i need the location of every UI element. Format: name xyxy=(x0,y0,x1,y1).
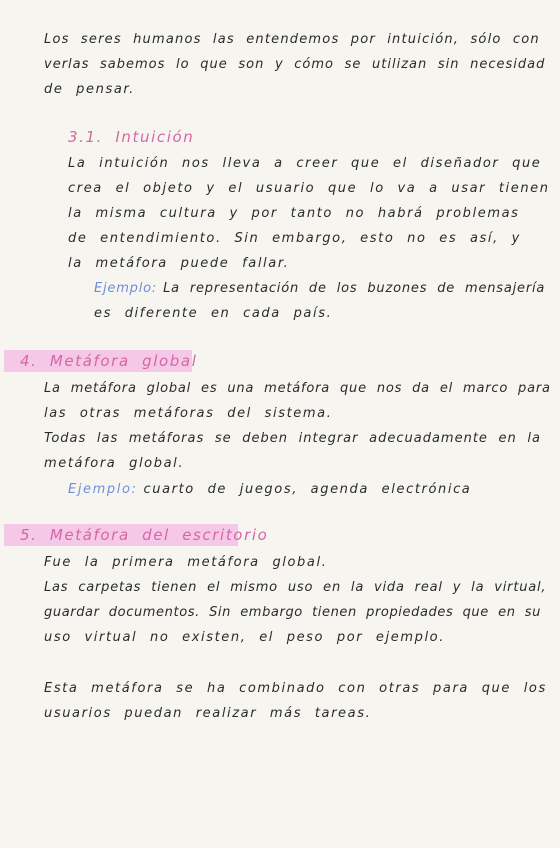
intro-line-1: Los seres humanos las entendemos por intuición, sólo con xyxy=(44,32,540,47)
section-3-1-example-line-2: es diferente en cada país. xyxy=(94,306,333,321)
section-5-highlight xyxy=(4,524,269,546)
section-5-line-4: uso virtual no existen, el peso por ejemplo. xyxy=(44,630,445,645)
section-4-heading: 4. Metáfora global xyxy=(20,352,198,370)
section-3-1-line-3: la misma cultura y por tanto no habrá problemas xyxy=(68,206,520,221)
example-text: cuarto de juegos, agenda electrónica xyxy=(143,482,472,497)
section-4-line-4: metáfora global. xyxy=(44,456,185,471)
example-label: Ejemplo: xyxy=(68,482,138,497)
example-text: La representación de los buzones de mensajería xyxy=(163,281,546,296)
section-5-line-3: guardar documentos. Sin embargo tienen propiedades que en su xyxy=(44,605,541,620)
section-4-line-2: las otras metáforas del sistema. xyxy=(44,406,333,421)
section-5-line-1: Fue la primera metáfora global. xyxy=(44,555,328,570)
intro-line-2: verlas sabemos lo que son y cómo se utilizan sin necesidad xyxy=(44,57,546,72)
section-5-line-2: Las carpetas tienen el mismo uso en la vida real y la virtual, xyxy=(44,580,547,595)
section-4-highlight xyxy=(4,350,198,372)
intro-line-3: de pensar. xyxy=(44,82,135,97)
section-4-example xyxy=(68,482,471,498)
section-3-1-heading: 3.1. Intuición xyxy=(68,128,195,146)
closing-line-2: usuarios puedan realizar más tareas. xyxy=(44,706,372,721)
section-3-1-line-2: crea el objeto y el usuario que lo va a usar tienen xyxy=(68,181,550,196)
closing-line-1: Esta metáfora se ha combinado con otras para que los xyxy=(44,681,547,696)
section-3-1-example xyxy=(94,281,545,297)
section-3-1-line-1: La intuición nos lleva a creer que el diseñador que xyxy=(68,156,542,171)
section-3-1-line-5: la metáfora puede fallar. xyxy=(68,256,290,271)
section-4-line-3: Todas las metáforas se deben integrar adecuadamente en la xyxy=(44,431,541,446)
section-3-1-line-4: de entendimiento. Sin embargo, esto no es así, y xyxy=(68,231,521,246)
section-4-line-1: La metáfora global es una metáfora que nos da el marco para xyxy=(44,381,551,396)
section-5-heading: 5. Metáfora del escritorio xyxy=(20,526,269,544)
example-label: Ejemplo: xyxy=(94,281,158,296)
